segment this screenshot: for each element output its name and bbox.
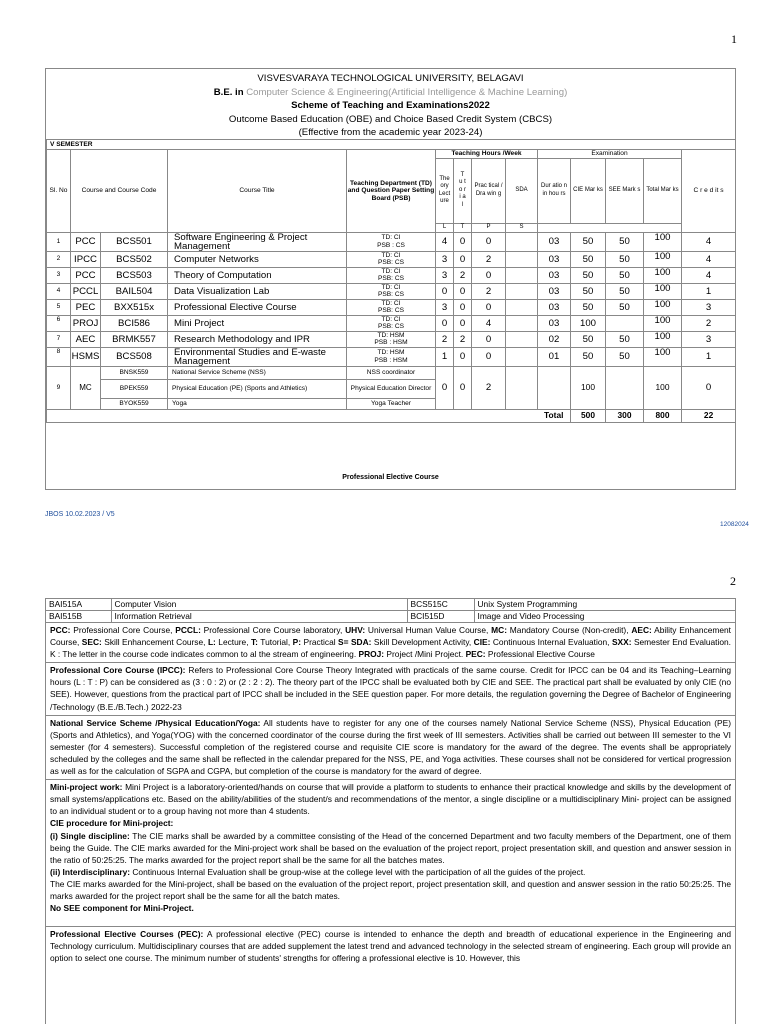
row-l: 0	[436, 315, 454, 331]
row-p: 0	[472, 347, 506, 366]
university-name: VISVESVARAYA TECHNOLOGICAL UNIVERSITY, BELAGAVI	[257, 73, 524, 84]
mc-credits: 0	[682, 366, 736, 409]
row-t: 0	[454, 299, 472, 315]
row-total: 100	[644, 283, 682, 299]
row-duration: 03	[538, 299, 571, 315]
row-dept	[347, 232, 436, 251]
row-psb: PSB: CS	[377, 323, 405, 330]
row-see: 50	[606, 283, 644, 299]
row-total: 100	[644, 251, 682, 267]
mc-code-3: BYOK559	[101, 398, 168, 409]
row-p: 0	[472, 267, 506, 283]
course-row	[47, 251, 736, 267]
row-sl: 3	[47, 267, 71, 283]
notes-box	[45, 598, 736, 1024]
row-psb: PSB: CS	[377, 307, 405, 314]
h-total: Total Mar ks	[644, 158, 682, 223]
obe-line: Outcome Based Education (OBE) and Choice Based Credit System (CBCS)	[228, 113, 553, 125]
row-total: 100	[644, 347, 682, 366]
h-exam-blank	[538, 223, 682, 232]
row-td: TD: CI	[381, 234, 401, 241]
row-total: 100	[644, 331, 682, 347]
h-theory: The ory Lect ure	[436, 158, 454, 223]
h-sda: SDA	[506, 158, 538, 223]
mc-p: 2	[472, 366, 506, 409]
row-p: 2	[472, 251, 506, 267]
h-practical: Prac tical / Dra win g	[472, 158, 506, 223]
row-sda	[506, 232, 538, 251]
row-credits: 3	[682, 299, 736, 315]
degree-prefix: B.E. in	[213, 86, 247, 98]
row-t: 0	[454, 283, 472, 299]
mini-title: Mini-project work:	[50, 782, 123, 793]
row-dept	[347, 283, 436, 299]
nss-note	[46, 716, 735, 780]
row-cie: 50	[571, 331, 606, 347]
row-category: PEC	[71, 299, 101, 315]
row-credits: 2	[682, 315, 736, 331]
row-sl: 8	[47, 347, 71, 366]
row-sda	[506, 315, 538, 331]
row-dept	[347, 347, 436, 366]
course-rows	[47, 232, 736, 366]
total-credits: 22	[682, 409, 736, 422]
row-sda	[506, 331, 538, 347]
page-number-2: 2	[730, 574, 736, 588]
h-duration: Dur atio n in hou rs	[538, 158, 571, 223]
row-cie: 50	[571, 232, 606, 251]
inter-text-2: The CIE marks awarded for the Mini-project, shall be based on the evaluation of the project report, project presentation skill, and question and answer session in the ratio 50:25:25. The marks awarded for the project report shall be the same for all the batch mates.	[50, 878, 731, 901]
jbos-footer: JBOS 10.02.2023 / V5	[45, 511, 115, 518]
row-title: Environmental Studies and E-waste Management	[168, 347, 347, 366]
semester-label: V SEMESTER	[47, 140, 736, 150]
row-dept	[347, 251, 436, 267]
row-t: 2	[454, 267, 472, 283]
row-credits: 1	[682, 283, 736, 299]
h-dept: Teaching Department (TD) and Question Paper Setting Board (PSB)	[347, 150, 436, 233]
mc-l: 0	[436, 366, 454, 409]
row-psb: PSB: CS	[377, 259, 405, 266]
row-sl: 6	[47, 315, 71, 331]
row-cie: 50	[571, 347, 606, 366]
row-sl: 2	[47, 251, 71, 267]
row-credits: 3	[682, 331, 736, 347]
row-credits: 4	[682, 251, 736, 267]
row-cie: 50	[571, 267, 606, 283]
row-code: BCS503	[101, 267, 168, 283]
row-see: 50	[606, 251, 644, 267]
h-slno: Sl. No	[47, 150, 71, 233]
row-see	[606, 315, 644, 331]
row-td: TD: CI	[381, 299, 401, 307]
row-psb: PSB : HSM	[374, 339, 408, 346]
row-l: 0	[436, 283, 454, 299]
ipcc-title: Professional Core Course (IPCC):	[50, 665, 186, 676]
pec-note	[46, 927, 735, 966]
row-t: 0	[454, 315, 472, 331]
row-l: 1	[436, 347, 454, 366]
row-l: 4	[436, 232, 454, 251]
row-credits: 4	[682, 232, 736, 251]
nss-text: All students have to register for any one of the courses namely National Service Scheme (NSS), Physical Education (PE)(Sports and Athletics), and Yoga(YOG) with the concerned coordinator of the course during the first week of III semesters. Activities shall be carried out between III semester to the VI semester (for 4 semesters). Successful completion of the registered course and requisite CIE score is mandatory for the award of the degree. The events shall be appropriately scheduled by the colleges and the same shall be reflected in the calendar prepared for the NSS, PE, and Yoga activities. These courses shall not be considered for vertical progression as well as for the calculation of SGPA and CGPA, but completion of the course is mandatory for the award of degree.	[50, 717, 731, 777]
mc-cie: 100	[571, 366, 606, 409]
row-title: Professional Elective Course	[168, 299, 347, 315]
row-p: 4	[472, 315, 506, 331]
mc-title-3: Yoga	[168, 398, 347, 409]
inter-text: Continuous Internal Evaluation shall be group-wise at the college level with the participation of all the guides of the project.	[130, 866, 586, 877]
elective-name: Information Retrieval	[111, 611, 407, 623]
row-title: Software Engineering & Project Management	[168, 232, 347, 251]
row-total: 100	[644, 299, 682, 315]
mc-title-1: National Service Scheme (NSS)	[168, 366, 347, 379]
course-row	[47, 315, 736, 331]
row-category: PCCL	[71, 283, 101, 299]
row-duration: 03	[538, 315, 571, 331]
row-l: 3	[436, 267, 454, 283]
row-l: 3	[436, 299, 454, 315]
row-t: 0	[454, 347, 472, 366]
row-title: Computer Networks	[168, 251, 347, 267]
page-number: 1	[731, 32, 737, 46]
row-duration: 01	[538, 347, 571, 366]
elective-code: BCS515C	[407, 599, 474, 611]
total-spacer	[47, 409, 538, 422]
row-dept	[347, 315, 436, 331]
row-code: BCS508	[101, 347, 168, 366]
row-t: 0	[454, 251, 472, 267]
row-sda	[506, 347, 538, 366]
mc-code-1: BNSK559	[101, 366, 168, 379]
row-cie: 50	[571, 251, 606, 267]
ipcc-note	[46, 663, 735, 715]
no-see-note: No SEE component for Mini-Project.	[50, 903, 194, 914]
total-see: 300	[606, 409, 644, 422]
row-td: TD: HSM	[377, 331, 405, 339]
h-p: P	[472, 223, 506, 232]
row-sda	[506, 251, 538, 267]
cie-title: CIE procedure for Mini-project:	[50, 818, 174, 829]
row-dept	[347, 267, 436, 283]
row-duration: 03	[538, 283, 571, 299]
elective-code: BCI515D	[407, 611, 474, 623]
row-p: 2	[472, 283, 506, 299]
row-title: Theory of Computation	[168, 267, 347, 283]
row-category: AEC	[71, 331, 101, 347]
row-l: 2	[436, 331, 454, 347]
course-row	[47, 299, 736, 315]
row-see: 50	[606, 267, 644, 283]
row-title: Research Methodology and IPR	[168, 331, 347, 347]
row-sda	[506, 299, 538, 315]
h-s: S	[506, 223, 538, 232]
h-cie: CIE Mar ks	[571, 158, 606, 223]
mc-cat: MC	[71, 366, 101, 409]
row-p: 0	[472, 331, 506, 347]
row-l: 3	[436, 251, 454, 267]
row-see: 50	[606, 331, 644, 347]
row-td: TD: CI	[381, 267, 401, 275]
row-code: BCI586	[101, 315, 168, 331]
row-sl: 7	[47, 331, 71, 347]
row-sl: 1	[47, 232, 71, 251]
elective-name: Image and Video Processing	[474, 611, 735, 623]
row-t: 0	[454, 232, 472, 251]
row-p: 0	[472, 299, 506, 315]
row-sl: 5	[47, 299, 71, 315]
h-exam: Examination	[538, 150, 682, 159]
scheme-box	[45, 68, 736, 490]
row-see: 50	[606, 299, 644, 315]
row-category: PCC	[71, 267, 101, 283]
mini-project-note	[46, 780, 735, 927]
row-code: BXX515x	[101, 299, 168, 315]
pec-text: A professional elective (PEC) course is intended to enhance the depth and breadth of educational experience in the Engineering and Technology curriculum. Multidisciplinary courses that are added supplement the latest trend and advanced technology in the selected stream of engineering. Each group will provide an option to select one course. The minimum number of students' strengths for offering a professional elective is 10. However, this	[50, 929, 731, 964]
mc-code-2: BPEK559	[101, 379, 168, 398]
row-dept	[347, 299, 436, 315]
inter-title: (ii) Interdisciplinary:	[50, 866, 131, 877]
mc-t: 0	[454, 366, 472, 409]
mc-title-2: Physical Education (PE) (Sports and Athletics)	[168, 379, 347, 398]
row-credits: 1	[682, 347, 736, 366]
row-code: BAIL504	[101, 283, 168, 299]
course-row	[47, 347, 736, 366]
total-label: Total	[538, 409, 571, 422]
elective-code: BAI515A	[46, 599, 111, 611]
row-sl: 4	[47, 283, 71, 299]
row-psb: PSB: CS	[377, 275, 405, 282]
mc-dept-1: NSS coordinator	[347, 366, 436, 379]
scheme-table	[46, 139, 736, 423]
elective-code: BAI515B	[46, 611, 111, 623]
mini-text: Mini Project is a laboratory-oriented/hands on course that will provide a platform to students to enhance their practical knowledge and skills by the development of small systems/applications etc. Based on the ability/abilities of the student/s and recommendations of the mentor, a single discipline or a multidisciplinary Mini- project can be assigned to an individual student or to a group having not more than 4 students.	[50, 782, 731, 817]
doc-code: 12082024	[720, 521, 749, 528]
h-hours: Teaching Hours /Week	[436, 150, 538, 159]
course-row	[47, 331, 736, 347]
mc-sl: 9	[47, 366, 71, 409]
row-t: 2	[454, 331, 472, 347]
ipcc-text: Refers to Professional Core Course Theory Integrated with practicals of the same course. Credit for IPCC can be 04 and its Teaching–Learning hours (L : T : P) can be considered as (3 : 0 : 2) or (2 : 2 : 2). The theory part of the IPCC shall be evaluated both by CIE and SEE. The practical part shall be evaluated by only CIE (no SEE). However, questions from the practical part of IPCC shall be included in the SEE question paper. For more details, the regulation governing the Degree of Bachelor of Engineering /Technology (B.E./B.Tech.) 2022-23	[50, 665, 731, 712]
row-total: 100	[644, 267, 682, 283]
single-text: The CIE marks shall be awarded by a committee consisting of the Head of the concerned Department and two faculty members of the Department, one of them being the Guide. The CIE marks awarded for the Mini-project work shall be based on the evaluation of the project report, project presentation skill, and question and answer session in the ratio of 50:25:25. The marks awarded for the project report shall be the same for all the batches mates.	[50, 830, 731, 865]
row-dept	[347, 331, 436, 347]
row-total: 100	[644, 232, 682, 251]
h-credits: C r e d it s	[682, 150, 736, 233]
elective-name: Computer Vision	[111, 599, 407, 611]
row-category: PROJ	[71, 315, 101, 331]
row-psb: PSB: CS	[377, 291, 405, 298]
row-duration: 02	[538, 331, 571, 347]
row-td: TD: CI	[381, 251, 401, 259]
degree-line	[46, 86, 735, 100]
row-p: 0	[472, 232, 506, 251]
pec-heading: Professional Elective Course	[342, 474, 439, 481]
h-l: L	[436, 223, 454, 232]
scheme-header	[46, 69, 735, 140]
row-duration: 03	[538, 232, 571, 251]
elective-table	[46, 599, 735, 623]
mc-total: 100	[644, 366, 682, 409]
mc-sda	[506, 366, 538, 409]
row-total: 100	[644, 315, 682, 331]
row-credits: 4	[682, 267, 736, 283]
row-code: BCS501	[101, 232, 168, 251]
row-category: HSMS	[71, 347, 101, 366]
single-title: (i) Single discipline:	[50, 830, 130, 841]
h-see: SEE Mark s	[606, 158, 644, 223]
row-see: 50	[606, 232, 644, 251]
row-code: BCS502	[101, 251, 168, 267]
degree-branch: Computer Science & Engineering(Artificial Intelligence & Machine Learning)	[246, 86, 568, 98]
row-cie: 100	[571, 315, 606, 331]
row-sda	[506, 267, 538, 283]
total-cie: 500	[571, 409, 606, 422]
row-td: TD: CI	[381, 283, 401, 291]
row-td: TD: CI	[381, 315, 401, 323]
mc-dept-2: Physical Education Director	[347, 379, 436, 398]
mc-see	[606, 366, 644, 409]
row-psb: PSB : CS	[377, 241, 405, 249]
abbreviations: PCC: Professional Core Course, PCCL: Professional Core Course laboratory, UHV: Universal Human Value Course, MC: Mandatory Course (Non-credit), AEC: Ability Enhancement Course, SEC: Skill Enhancement Course, L: Lecture, T: Tutorial, P: Practical S= SDA: Skill Development Activity, CIE: Continuous Internal Evaluation, SXX: Semester End Evaluation. K : The letter in the course code indicates common to al the stream of engineering. PROJ: Project /Mini Project. PEC: Professional Elective Course	[46, 623, 735, 663]
row-duration: 03	[538, 251, 571, 267]
row-category: PCC	[71, 232, 101, 251]
effective-line: (Effective from the academic year 2023-24)	[298, 127, 483, 138]
nss-title: National Service Scheme /Physical Education/Yoga:	[50, 717, 261, 728]
h-t: T	[454, 223, 472, 232]
row-psb: PSB : HSM	[374, 356, 408, 364]
row-cie: 50	[571, 299, 606, 315]
row-title: Data Visualization Lab	[168, 283, 347, 299]
mc-dur	[538, 366, 571, 409]
scheme-title: Scheme of Teaching and Examinations2022	[291, 100, 490, 111]
row-sda	[506, 283, 538, 299]
elective-name: Unix System Programming	[474, 599, 735, 611]
course-row	[47, 283, 736, 299]
course-row	[47, 267, 736, 283]
row-category: IPCC	[71, 251, 101, 267]
mc-dept-3: Yoga Teacher	[347, 398, 436, 409]
pec-title: Professional Elective Courses (PEC):	[50, 929, 204, 940]
row-see: 50	[606, 347, 644, 366]
row-title: Mini Project	[168, 315, 347, 331]
h-title: Course Title	[168, 150, 347, 233]
row-code: BRMK557	[101, 331, 168, 347]
total-marks: 800	[644, 409, 682, 422]
row-cie: 50	[571, 283, 606, 299]
h-tutorial: T u t o ri a l	[454, 158, 472, 223]
course-row	[47, 232, 736, 251]
row-duration: 03	[538, 267, 571, 283]
row-td: TD: HSM	[377, 349, 405, 356]
h-course: Course and Course Code	[71, 150, 168, 233]
